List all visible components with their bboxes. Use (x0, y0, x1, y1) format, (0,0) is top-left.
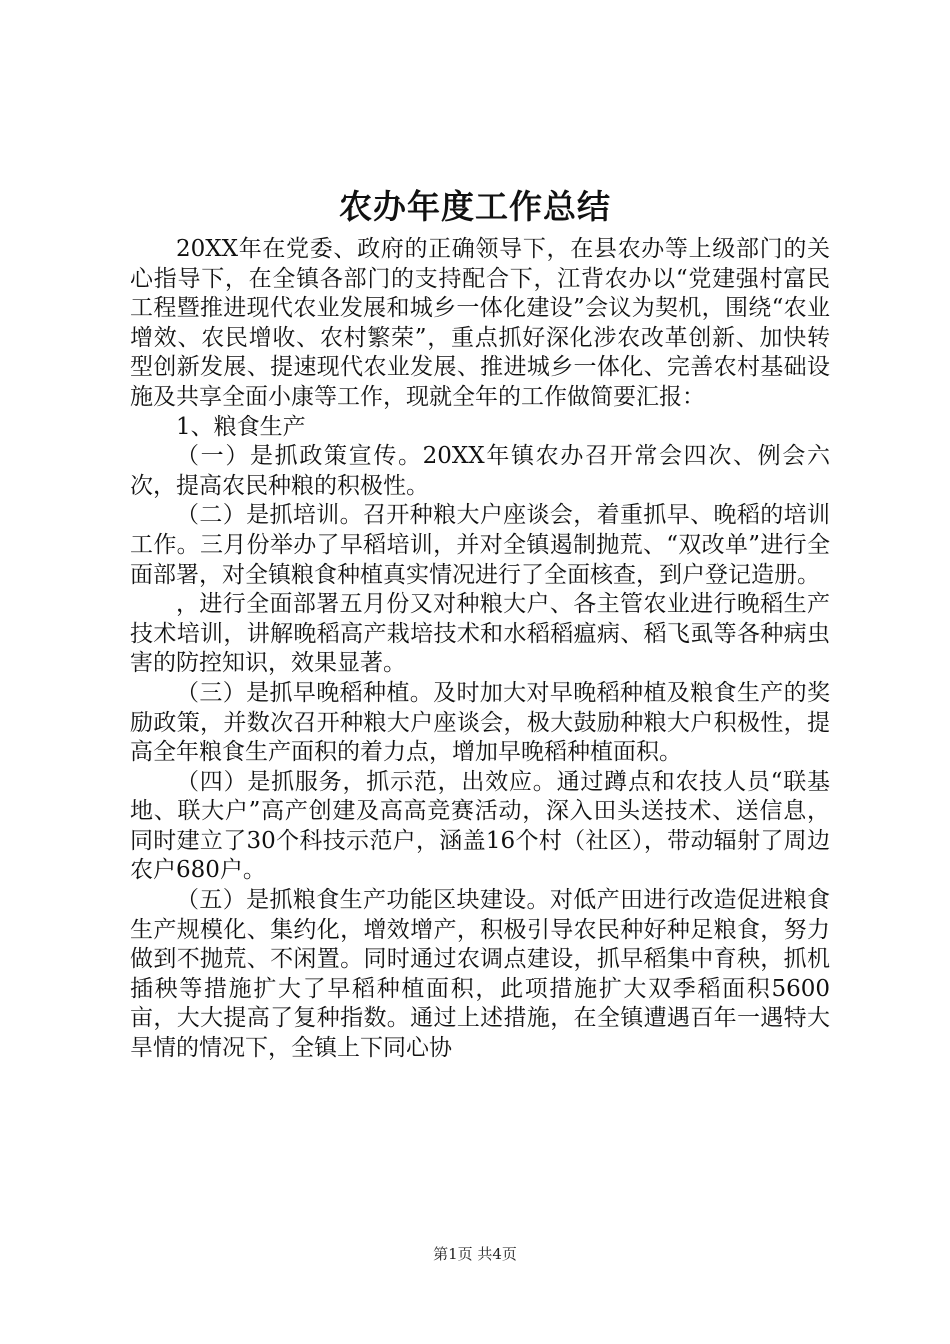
section-heading: 1、粮食生产 (176, 413, 306, 440)
paragraph-service: （四）是抓服务，抓示范，出效应。通过蹲点和农技人员“联基地、联大户”高产创建及高高竞赛活动，深入田头送技术、送信息，同时建立了30个科技示范户，涵盖16个村（社区），带动辐射了周边农户680户。 (130, 768, 830, 884)
document-body (130, 235, 830, 1064)
paragraph-policy: （一）是抓政策宣传。20XX年镇农办召开常会四次、例会六次，提高农民种粮的积极性。 (130, 443, 830, 499)
page-footer: 第1页 共4页 (433, 1245, 517, 1263)
paragraph-zone-construction: （五）是抓粮食生产功能区块建设。对低产田进行改造促进粮食生产规模化、集约化，增效增产，积极引导农民种好种足粮食，努力做到不抛荒、不闲置。同时通过农调点建设，抓早稻集中育秧，抓机插秧等措施扩大了早稻种植面积，此项措施扩大双季稻面积5600亩，大大提高了复种指数。通过上述措施，在全镇遭遇百年一遇特大旱情的情况下，全镇上下同心协 (130, 887, 830, 1062)
paragraph-planting: （三）是抓早晚稻种植。及时加大对早晚稻种植及粮食生产的奖励政策，并数次召开种粮大户座谈会，极大鼓励种粮大户积极性，提高全年粮食生产面积的着力点，增加早晚稻种植面积。 (130, 679, 830, 766)
paragraph-training-continued: ，进行全面部署五月份又对种粮大户、各主管农业进行晚稻生产技术培训，讲解晚稻高产栽培技术和水稻稻瘟病、稻飞虱等各种病虫害的防控知识，效果显著。 (130, 591, 830, 677)
intro-paragraph: 20XX年在党委、政府的正确领导下，在县农办等上级部门的关心指导下，在全镇各部门的支持配合下，江背农办以“党建强村富民工程暨推进现代农业发展和城乡一体化建设”会议为契机，围绕“农业增效、农民增收、农村繁荣”，重点抓好深化涉农改革创新、加快转型创新发展、提速现代农业发展、推进城乡一体化、完善农村基础设施及共享全面小康等工作，现就全年的工作做简要汇报： (130, 236, 830, 410)
page-title: 农办年度工作总结 (339, 187, 611, 226)
paragraph-training: （二）是抓培训。召开种粮大户座谈会，着重抓早、晚稻的培训工作。三月份举办了早稻培训，并对全镇遏制抛荒、“双改单”进行全面部署，对全镇粮食种植真实情况进行了全面核查，到户登记造册。 (130, 502, 830, 588)
